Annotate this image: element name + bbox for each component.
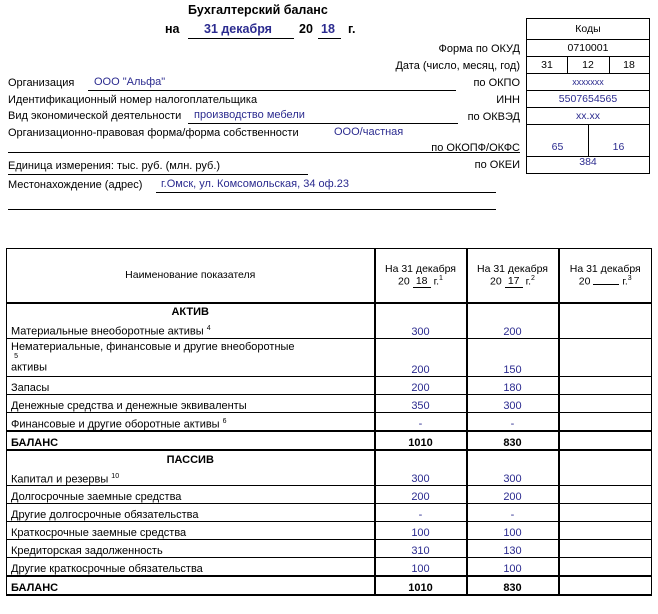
address-underline-2	[8, 209, 496, 210]
okopf-code: 65	[551, 141, 564, 153]
header-year-suffix: г.	[348, 22, 356, 36]
codes-title: Коды	[527, 19, 649, 40]
col1-header: На 31 декабря 20 18 г.$^1$	[375, 249, 467, 303]
okud-label: Форма по ОКУД	[438, 43, 520, 55]
org-value: ООО "Альфа"	[94, 76, 166, 88]
activity-label: Вид экономической деятельности	[8, 110, 182, 122]
okopf-codes	[527, 125, 649, 157]
inn-code: 5507654565	[527, 91, 649, 108]
table-row: Запасы 200 180	[7, 377, 652, 395]
form-value: ООО/частная	[334, 126, 404, 138]
liab-section-title: ПАССИВ	[7, 450, 652, 468]
address-underline	[156, 192, 496, 193]
okved-label: по ОКВЭД	[467, 111, 520, 123]
inn-field-label: Идентификационный номер налогоплательщика	[8, 94, 258, 106]
okpo-label: по ОКПО	[473, 77, 520, 89]
okopf-label: по ОКОПФ/ОКФС	[431, 142, 520, 154]
date-label: Дата (число, месяц, год)	[395, 60, 520, 72]
okud-code: 0710001	[527, 40, 649, 57]
date-month: 12	[582, 59, 594, 71]
col-name-header: Наименование показателя	[7, 249, 375, 303]
okfs-code: 16	[612, 141, 625, 153]
codes-box	[526, 18, 650, 174]
table-row: Финансовые и другие оборотные активы $^6$ - -	[7, 413, 652, 432]
table-row: Капитал и резервы $^{10}$ 300 300	[7, 468, 652, 486]
table-row: Краткосрочные заемные средства 100 100	[7, 522, 652, 540]
form-label: Организационно-правовая форма/форма собственности	[8, 127, 299, 139]
activity-value: производство мебели	[194, 109, 305, 121]
date-day: 31	[541, 59, 553, 71]
date-codes	[527, 57, 649, 74]
table-row: Денежные средства и денежные эквиваленты 350 300	[7, 395, 652, 413]
address-label: Местонахождение (адрес)	[8, 179, 143, 191]
header-on: на	[165, 22, 180, 36]
inn-label: ИНН	[496, 94, 520, 106]
form-underline	[8, 152, 520, 153]
table-row: Другие краткосрочные обязательства 100 100	[7, 558, 652, 577]
table-row: Кредиторская задолженность 310 130	[7, 540, 652, 558]
address-value: г.Омск, ул. Комсомольская, 34 оф.23	[161, 178, 349, 190]
table-row: Другие долгосрочные обязательства - -	[7, 504, 652, 522]
header-year-prefix: 20	[299, 22, 313, 36]
asset-total-row: БАЛАНС 1010 830	[7, 431, 652, 450]
col3-header: На 31 декабря 20 г.$^3$	[559, 249, 652, 303]
balance-table	[6, 248, 652, 596]
org-label: Организация	[8, 77, 75, 89]
header-year-underline	[318, 38, 341, 39]
unit-underline	[8, 174, 308, 175]
liab-total-row: БАЛАНС 1010 830	[7, 576, 652, 595]
table-row: Долгосрочные заемные средства 200 200	[7, 486, 652, 504]
activity-underline	[188, 123, 458, 124]
table-row: Нематериальные, финансовые и другие внеоборотные активы $^5$ 200 150	[7, 338, 652, 377]
table-header-row	[7, 249, 652, 303]
okpo-code: xxxxxxx	[527, 74, 649, 91]
header-date: 31 декабря	[204, 22, 272, 36]
table-row: Материальные внеоборотные активы $^4$ 300 200	[7, 321, 652, 339]
unit-label: Единица измерения: тыс. руб. (млн. руб.)	[8, 160, 221, 172]
org-underline	[88, 90, 456, 91]
page-title: Бухгалтерский баланс	[188, 3, 328, 17]
okved-code: xx.xx	[527, 108, 649, 125]
header-date-underline	[188, 38, 294, 39]
col2-header: На 31 декабря 20 17 г.$^2$	[467, 249, 559, 303]
okei-code: 384	[579, 156, 597, 168]
header-year: 18	[321, 22, 335, 36]
date-year: 18	[623, 59, 635, 71]
okei-label: по ОКЕИ	[474, 159, 520, 171]
asset-section-title: АКТИВ	[7, 303, 652, 321]
